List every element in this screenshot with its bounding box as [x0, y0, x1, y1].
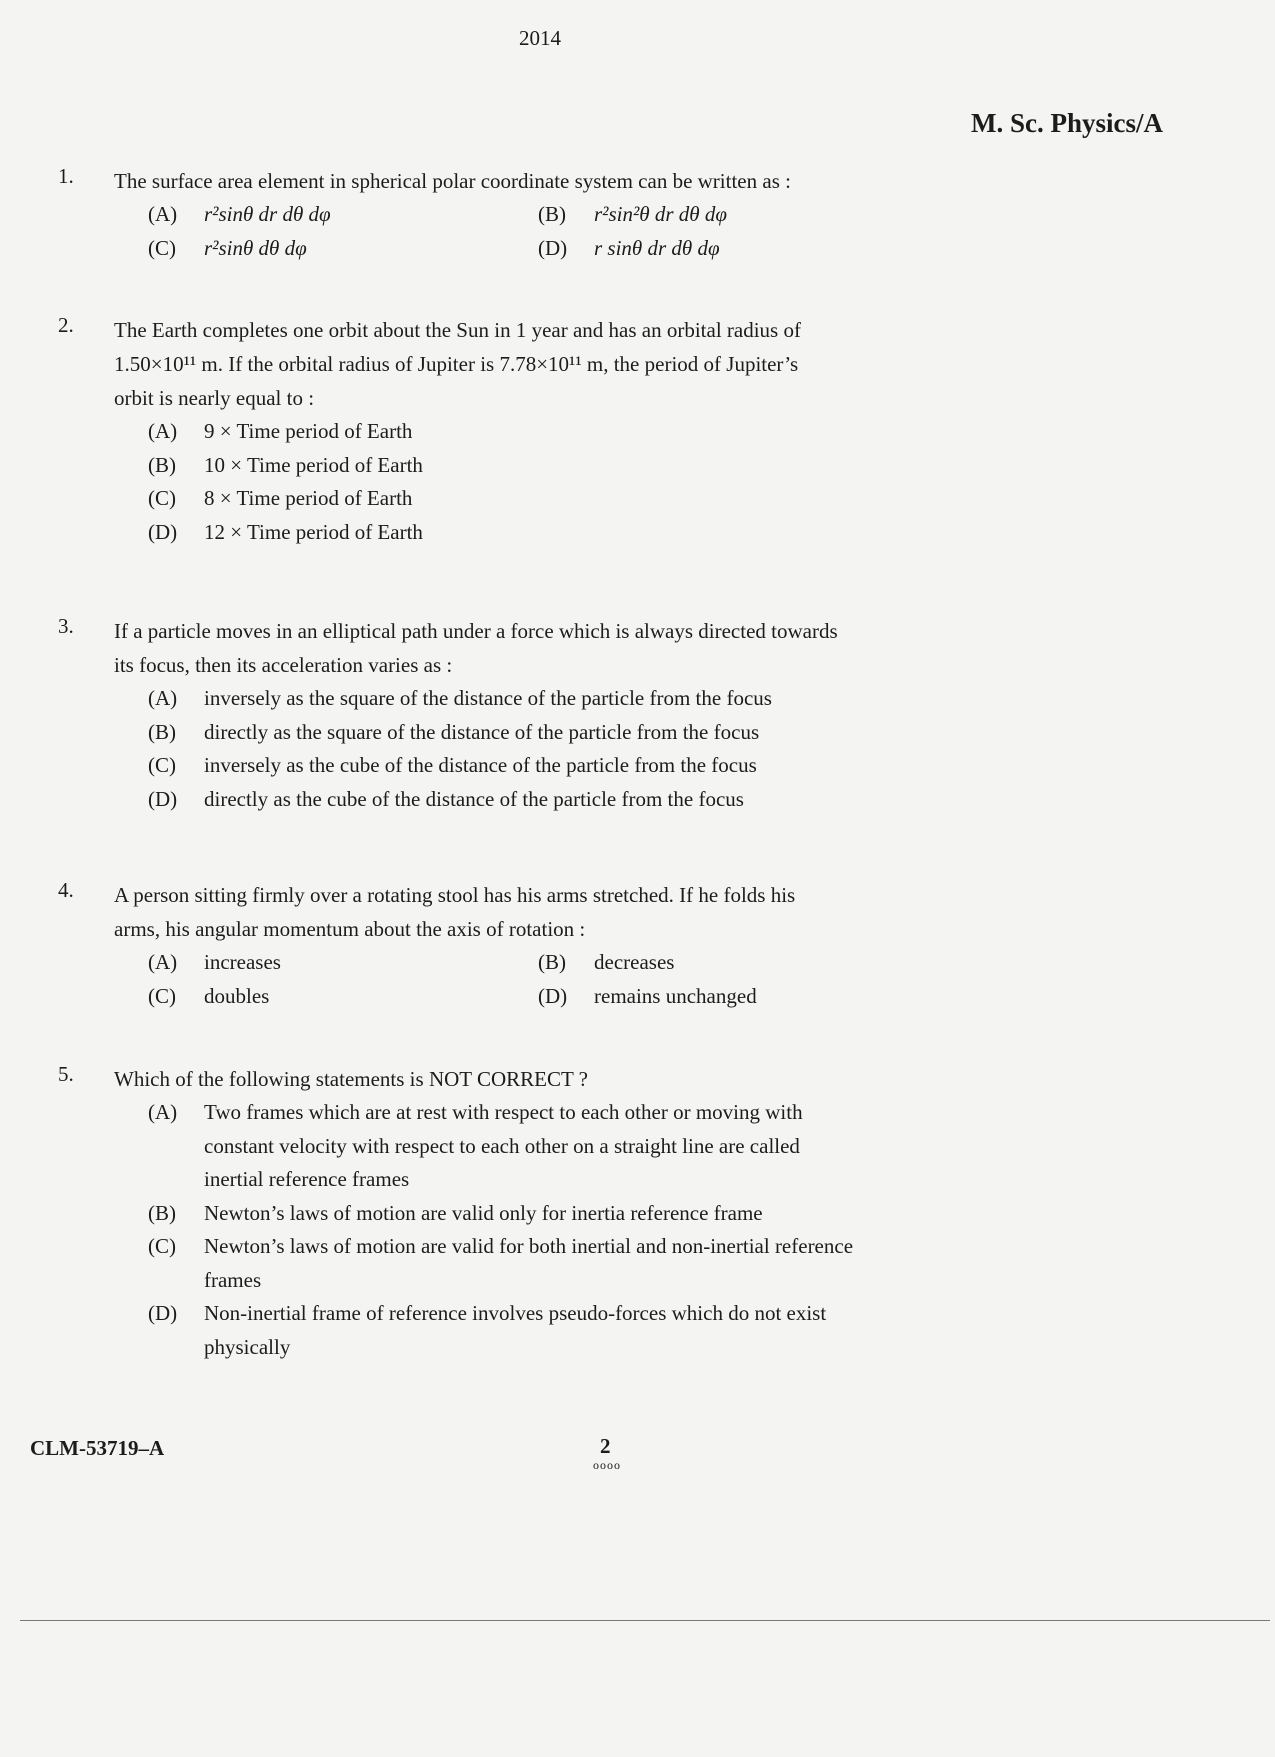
question-5 — [58, 1062, 908, 1364]
question-number: 4. — [58, 878, 74, 902]
option-c: (C) 8 × Time period of Earth — [148, 486, 413, 510]
question-text: If a particle moves in an elliptical path under a force which is always directed towards its focus, then its acceleration varies as : — [114, 619, 838, 677]
option-a: (A) increases — [148, 950, 281, 974]
question-number: 1. — [58, 164, 74, 188]
option-b: (B) Newton’s laws of motion are valid only for inertia reference frame — [148, 1200, 763, 1225]
options — [148, 946, 908, 1013]
options — [148, 682, 908, 816]
option-d: (D) Non-inertial frame of reference involves pseudo-forces which do not exist physically — [148, 1301, 827, 1359]
question-number: 2. — [58, 313, 74, 337]
question-4 — [58, 878, 908, 1013]
print-marks: oooo — [593, 1458, 621, 1472]
options — [148, 415, 908, 549]
option-c: (C) doubles — [148, 983, 270, 1008]
option-d: (D) directly as the cube of the distance of the particle from the focus — [148, 786, 744, 811]
question-number: 3. — [58, 614, 74, 638]
subject-title: M. Sc. Physics/A — [971, 108, 1163, 138]
page-number: 2 — [600, 1434, 611, 1458]
option-a: (A) r²sinθ dr dθ dφ — [148, 202, 331, 226]
option-b: (B) r²sin²θ dr dθ dφ — [538, 202, 727, 226]
options — [148, 1096, 908, 1364]
bottom-rule — [20, 1620, 1270, 1621]
question-text: A person sitting firmly over a rotating stool has his arms stretched. If he folds his arms, his angular momentum about the axis of rotation : — [114, 883, 796, 941]
option-a: (A) Two frames which are at rest with respect to each other or moving with constant velocity with respect to each other on a straight line are called inertial reference frames — [148, 1100, 803, 1191]
option-b: (B) 10 × Time period of Earth — [148, 452, 423, 477]
option-d: (D) 12 × Time period of Earth — [148, 519, 423, 544]
question-text: Which of the following statements is NOT CORRECT ? — [114, 1067, 589, 1091]
option-a: (A) inversely as the square of the distance of the particle from the focus — [148, 686, 772, 710]
question-text: The Earth completes one orbit about the Sun in 1 year and has an orbital radius of 1.50×10¹¹ m. If the orbital radius of Jupiter is 7.78×10¹¹ m, the period of Jupiter’s orbit is nearly equal to : — [114, 318, 801, 410]
option-b: (B) directly as the square of the distance of the particle from the focus — [148, 719, 760, 744]
options — [148, 198, 908, 265]
option-d: (D) r sinθ dr dθ dφ — [538, 235, 720, 260]
exam-year: 2014 — [519, 26, 561, 50]
question-text: The surface area element in spherical polar coordinate system can be written as : — [114, 169, 791, 193]
question-1 — [58, 164, 908, 265]
option-b: (B) decreases — [538, 950, 675, 974]
question-3 — [58, 614, 908, 816]
option-c: (C) Newton’s laws of motion are valid for both inertial and non-inertial reference frames — [148, 1234, 854, 1292]
paper-code: CLM-53719–A — [30, 1436, 165, 1460]
option-d: (D) remains unchanged — [538, 983, 757, 1008]
question-number: 5. — [58, 1062, 74, 1086]
option-c: (C) inversely as the cube of the distance of the particle from the focus — [148, 753, 757, 777]
option-a: (A) 9 × Time period of Earth — [148, 419, 413, 443]
option-c: (C) r²sinθ dθ dφ — [148, 235, 307, 260]
question-2 — [58, 313, 908, 549]
